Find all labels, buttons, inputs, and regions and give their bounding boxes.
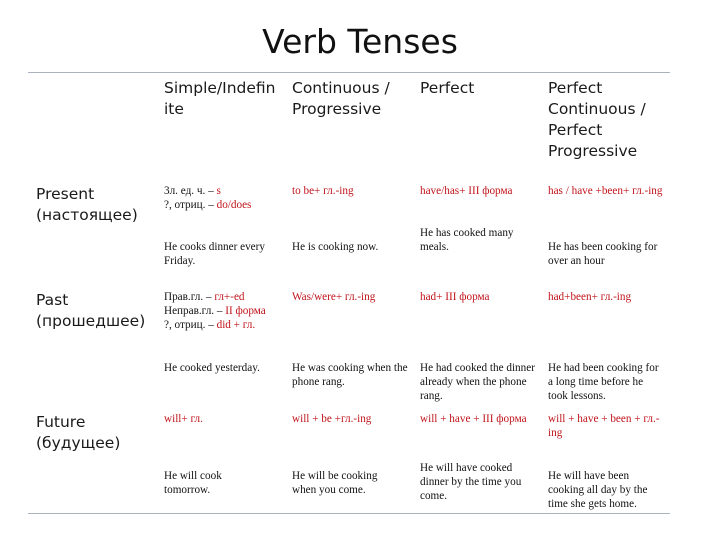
present-simple-rule-1b: s: [216, 185, 221, 197]
present-perfect-continuous-rule: has / have +been+ гл.-ing: [548, 185, 663, 197]
past-continuous-example: He was cooking when the phone rang.: [292, 362, 408, 388]
past-perfect-example: He had cooked the dinner already when the phone rang.: [420, 362, 535, 402]
past-simple-example: He cooked yesterday.: [164, 362, 260, 374]
present-simple-rule-1a: 3л. ед. ч. –: [164, 185, 217, 197]
past-simple-rule-3a: ?, отриц. –: [164, 319, 217, 331]
present-simple-rule-2a: ?, отриц. –: [164, 199, 217, 211]
past-simple-rule-2b: II форма: [225, 305, 266, 317]
past-simple-rule-1b: гл+-ed: [214, 291, 245, 303]
past-perfect-rule: had+ III форма: [420, 291, 490, 303]
header-continuous: Continuous / Progressive: [292, 79, 390, 118]
future-continuous-rule: will + be +гл.-ing: [292, 413, 372, 425]
future-perfect-continuous-rule: will + have + been + гл.-ing: [548, 413, 660, 439]
row-label-present: Present (настоящее): [36, 185, 138, 224]
header-perfect-continuous: Perfect Continuous / Perfect Progressive: [548, 79, 646, 160]
present-perfect-example: He has cooked many meals.: [420, 227, 514, 253]
present-perfect-rule: have/has+ III форма: [420, 185, 513, 197]
future-perfect-rule: will + have + III форма: [420, 413, 527, 425]
row-label-future: Future (будущее): [36, 413, 121, 452]
future-simple-example: He will cook tomorrow.: [164, 470, 222, 496]
header-simple: Simple/Indefin ite: [164, 79, 276, 118]
present-simple-example: He cooks dinner every Friday.: [164, 241, 265, 267]
past-simple-rule-1a: Прав.гл. –: [164, 291, 215, 303]
present-continuous-example: He is cooking now.: [292, 241, 379, 253]
present-simple-rule-2b: do/does: [216, 199, 252, 211]
future-perfect-continuous-example: He will have been cooking all day by the time she gets home.: [548, 470, 648, 510]
past-perfect-continuous-example: He had been cooking for a long time before he took lessons.: [548, 362, 659, 402]
header-perfect: Perfect: [420, 79, 475, 97]
present-simple-rule: [164, 184, 286, 212]
table-top-rule: [28, 72, 670, 73]
past-simple-rule: [164, 290, 288, 332]
table-bottom-rule: [28, 513, 670, 514]
row-label-past: Past (прошедшее): [36, 291, 146, 330]
present-perfect-continuous-example: He has been cooking for over an hour: [548, 241, 658, 267]
future-continuous-example: He will be cooking when you come.: [292, 470, 378, 496]
past-simple-rule-3b: did + гл.: [216, 319, 256, 331]
present-continuous-rule: to be+ гл.-ing: [292, 185, 354, 197]
page-title: Verb Tenses: [262, 22, 458, 61]
future-perfect-example: He will have cooked dinner by the time you come.: [420, 462, 522, 502]
future-simple-rule: will+ гл.: [164, 413, 203, 425]
past-continuous-rule: Was/were+ гл.-ing: [292, 291, 376, 303]
past-perfect-continuous-rule: had+been+ гл.-ing: [548, 291, 632, 303]
past-simple-rule-2a: Неправ.гл. –: [164, 305, 226, 317]
